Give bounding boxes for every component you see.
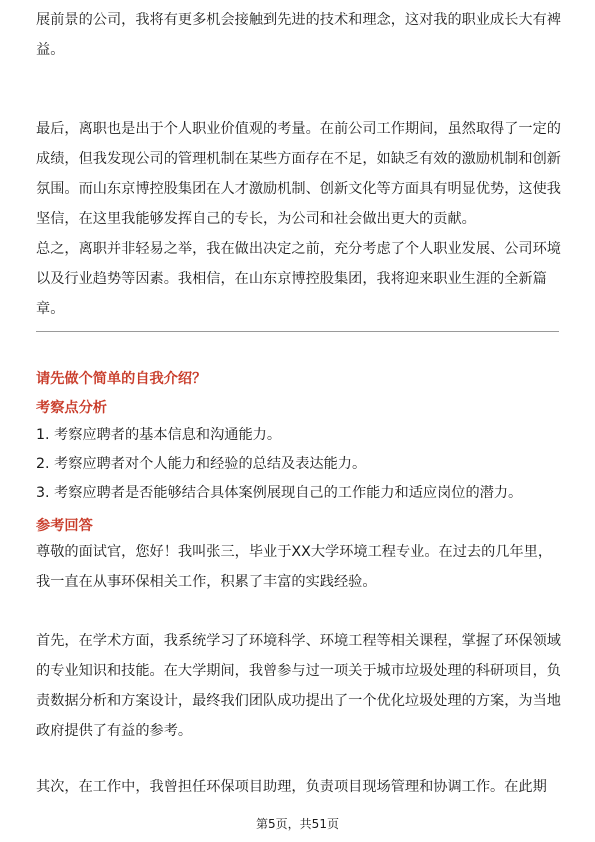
analysis-point-3: 3. 考察应聘者是否能够结合具体案例展现自己的工作能力和适应岗位的潜力。 (36, 485, 523, 501)
analysis-point-2: 2. 考察应聘者对个人能力和经验的总结及表达能力。 (36, 456, 367, 472)
paragraph-prev-3: 总之，离职并非轻易之举，我在做出决定之前，充分考虑了个人职业发展、公司环境以及行业趋势等因素。我相信，在山东京博控股集团，我将迎来职业生涯的全新篇章。 (36, 241, 561, 317)
section-divider (36, 331, 559, 332)
answer-heading: 参考回答 (36, 518, 93, 534)
analysis-point-1: 1. 考察应聘者的基本信息和沟通能力。 (36, 427, 282, 443)
question-title: 请先做个简单的自我介绍？ (36, 371, 207, 387)
answer-paragraph-3: 其次，在工作中，我曾担任环保项目助理，负责项目现场管理和协调工作。在此期 (36, 779, 547, 795)
answer-paragraph-1: 尊敬的面试官，您好！我叫张三，毕业于XX大学环境工程专业。在过去的几年里，我一直在从事环保相关工作，积累了丰富的实践经验。 (36, 544, 553, 590)
paragraph-prev-1: 展前景的公司，我将有更多机会接触到先进的技术和理念，这对我的职业成长大有裨益。 (36, 12, 561, 58)
paragraph-prev-2: 最后，离职也是出于个人职业价值观的考量。在前公司工作期间，虽然取得了一定的成绩，但我发现公司的管理机制在某些方面存在不足，如缺乏有效的激励机制和创新氛围。而山东京博控股集团在人才激励机制、创新文化等方面具有明显优势，这使我坚信，在这里我能够发挥自己的专长，为公司和社会做出更大的贡献。 (36, 121, 561, 227)
page-number: 第5页，共51页 (256, 817, 339, 831)
analysis-heading: 考察点分析 (36, 400, 107, 416)
answer-paragraph-2: 首先，在学术方面，我系统学习了环境科学、环境工程等相关课程，掌握了环保领域的专业知识和技能。在大学期间，我曾参与过一项关于城市垃圾处理的科研项目，负责数据分析和方案设计，最终我们团队成功提出了一个优化垃圾处理的方案，为当地政府提供了有益的参考。 (36, 633, 561, 739)
